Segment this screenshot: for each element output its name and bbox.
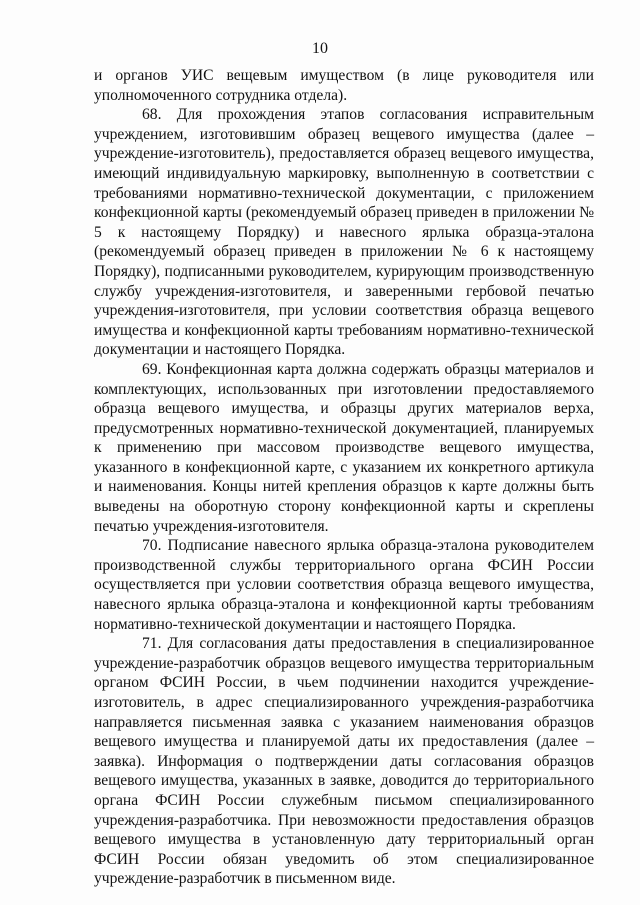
paragraph-68: 68. Для прохождения этапов согласования исправительным учреждением, изготовившим образец вещевого имущества (далее – учреждение-изготовитель), предоставляется образец вещевого имущества, имеющий индивидуальную маркировку, выполненную в соответствии с требованиями нормативно-технической документации, с приложением конфекционной карты (рекомендуемый образец приведен в приложении № 5 к настоящему Порядку) и навесного ярлыка образца-эталона (рекомендуемый образец приведен в приложении № 6 к настоящему Порядку), подписанными руководителем, курирующим производственную службу учреждения-изготовителя, и заверенными гербовой печатью учреждения-изготовителя, при условии соответствия образца вещевого имущества и конфекционной карты требованиям нормативно-технической документации и настоящего Порядка.: [94, 106, 594, 359]
paragraph-71: 71. Для согласования даты предоставления в специализированное учреждение-разработчик образцов вещевого имущества территориальным органом ФСИН России, в чьем подчинении находится учреждение-изготовитель, в адрес специализированного учреждения-разработчика направляется письменная заявка с указанием наименования образцов вещевого имущества и планируемой даты их предоставления (далее – заявка). Информация о подтверждении даты согласования образцов вещевого имущества, указанных в заявке, доводится до территориального органа ФСИН России служебным письмом специализированного учреждения-разработчика. При невозможности предоставления образцов вещевого имущества в установленную дату территориальный орган ФСИН России обязан уведомить об этом специализированное учреждение-разработчик в письменном виде.: [94, 635, 594, 888]
page-number: 10: [312, 40, 328, 57]
paragraph-69: 69. Конфекционная карта должна содержать образцы материалов и комплектующих, использованных при изготовлении предоставляемого образца вещевого имущества, и образцы других материалов верха, предусмотренных нормативно-технической документацией, планируемых к применению при массовом производстве вещевого имущества, указанного в конфекционной карте, с указанием их конкретного артикула и наименования. Концы нитей крепления образцов к карте должны быть выведены на оборотную сторону конфекционной карты и скреплены печатью учреждения-изготовителя.: [94, 360, 594, 535]
paragraph-70: 70. Подписание навесного ярлыка образца-эталона руководителем производственной службы территориального органа ФСИН России осуществляется при условии соответствия образца вещевого имущества, навесного ярлыка образца-эталона и конфекционной карты требованиям нормативно-технической документации и настоящего Порядка.: [94, 537, 594, 633]
document-body: [94, 66, 594, 889]
paragraph-continuation: и органов УИС вещевым имуществом (в лице руководителя или уполномоченного сотрудника отдела).: [94, 67, 594, 104]
